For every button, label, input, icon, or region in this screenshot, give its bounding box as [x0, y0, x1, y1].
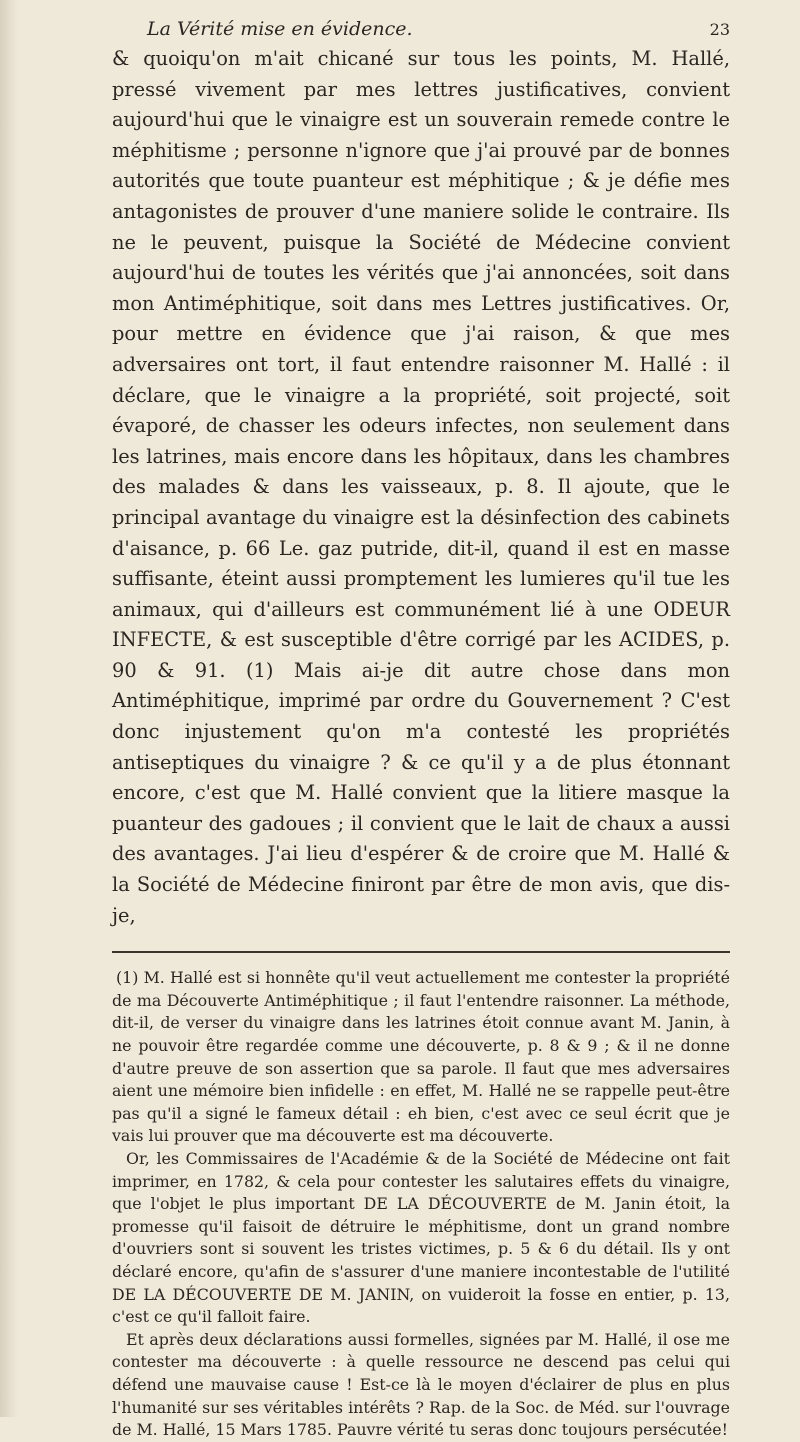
footnote-rule: [112, 951, 730, 953]
footnotes: [112, 967, 730, 1441]
page-number: 23: [709, 20, 730, 39]
page-header: [112, 18, 730, 40]
page-gutter-shadow: [0, 0, 18, 1417]
footnote-paragraph: Et après deux déclarations aussi formelles, signées par M. Hallé, il ose me contester ma découverte : à quelle ressource ne descend pas celui qui défend une mauvaise cause ! Est-ce là le moyen d'éclairer de plus en plus l'humanité sur ses véritables intérêts ? Rap. de la Soc. de Méd. sur l'ouvrage de M. Hallé, 15 Mars 1785. Pauvre vérité tu seras donc toujours persécutée!: [112, 1329, 730, 1440]
main-text: [112, 44, 730, 931]
footnote-paragraph: Or, les Commissaires de l'Académie & de la Société de Médecine ont fait imprimer, en 1782, & cela pour contester les salutaires effets du vinaigre, que l'objet le plus important DE LA DÉCOUVERTE de M. Janin étoit, la promesse qu'il faisoit de détruire le méphitisme, dont un grand nombre d'ouvriers sont si souvent les tristes victimes, p. 5 & 6 du détail. Ils y ont déclaré encore, qu'afin de s'assurer d'une maniere incontestable de l'utilité DE LA DÉCOUVERTE DE M. JANIN, on vuideroit la fosse en entier, p. 13, c'est ce qu'il falloit faire.: [112, 1148, 730, 1327]
footnote-paragraph: (1) M. Hallé est si honnête qu'il veut actuellement me contester la propriété de ma Découverte Antiméphitique ; il faut l'entendre raisonner. La méthode, dit-il, de verser du vinaigre dans les latrines étoit connue avant M. Janin, à ne pouvoir être regardée comme une découverte, p. 8 & 9 ; & il ne donne d'autre preuve de son assertion que sa parole. Il faut que mes adversaires aient une mémoire bien infidelle : en effet, M. Hallé ne se rappelle peut-être pas qu'il a signé le fameux détail : eh bien, c'est avec ce seul écrit que je vais lui prouver que ma découverte est ma découverte.: [112, 968, 730, 1146]
main-paragraph: & quoiqu'on m'ait chicané sur tous les points, M. Hallé, pressé vivement par mes lettres justificatives, convient aujourd'hui que le vinaigre est un souverain remede contre le méphitisme ; personne n'ignore que j'ai prouvé par de bonnes autorités que toute puanteur est méphitique ; & je défie mes antagonistes de prouver d'une maniere solide le contraire. Ils ne le peuvent, puisque la Société de Médecine convient aujourd'hui de toutes les vérités que j'ai annoncées, soit dans mon Antiméphitique, soit dans mes Lettres justificatives. Or, pour mettre en évidence que j'ai raison, & que mes adversaires ont tort, il faut entendre raisonner M. Hallé : il déclare, que le vinaigre a la propriété, soit projecté, soit évaporé, de chasser les odeurs infectes, non seulement dans les latrines, mais encore dans les hôpitaux, dans les chambres des malades & dans les vaisseaux, p. 8. Il ajoute, que le principal avantage du vinaigre est la désinfection des cabinets d'aisance, p. 66 Le. gaz putride, dit-il, quand il est en masse suffisante, éteint aussi promptement les lumieres qu'il tue les animaux, qui d'ailleurs est communément lié à une ODEUR INFECTE, & est susceptible d'être corrigé par les ACIDES, p. 90 & 91. (1) Mais ai-je dit autre chose dans mon Antiméphitique, imprimé par ordre du Gouvernement ? C'est donc injustement qu'on m'a contesté les propriétés antiseptiques du vinaigre ? & ce qu'il y a de plus étonnant encore, c'est que M. Hallé convient que la litiere masque la puanteur des gadoues ; il convient que le lait de chaux a aussi des avantages. J'ai lieu d'espérer & de croire que M. Hallé & la Société de Médecine finiront par être de mon avis, que dis-je,: [112, 47, 730, 927]
running-title: La Vérité mise en évidence.: [147, 18, 413, 40]
